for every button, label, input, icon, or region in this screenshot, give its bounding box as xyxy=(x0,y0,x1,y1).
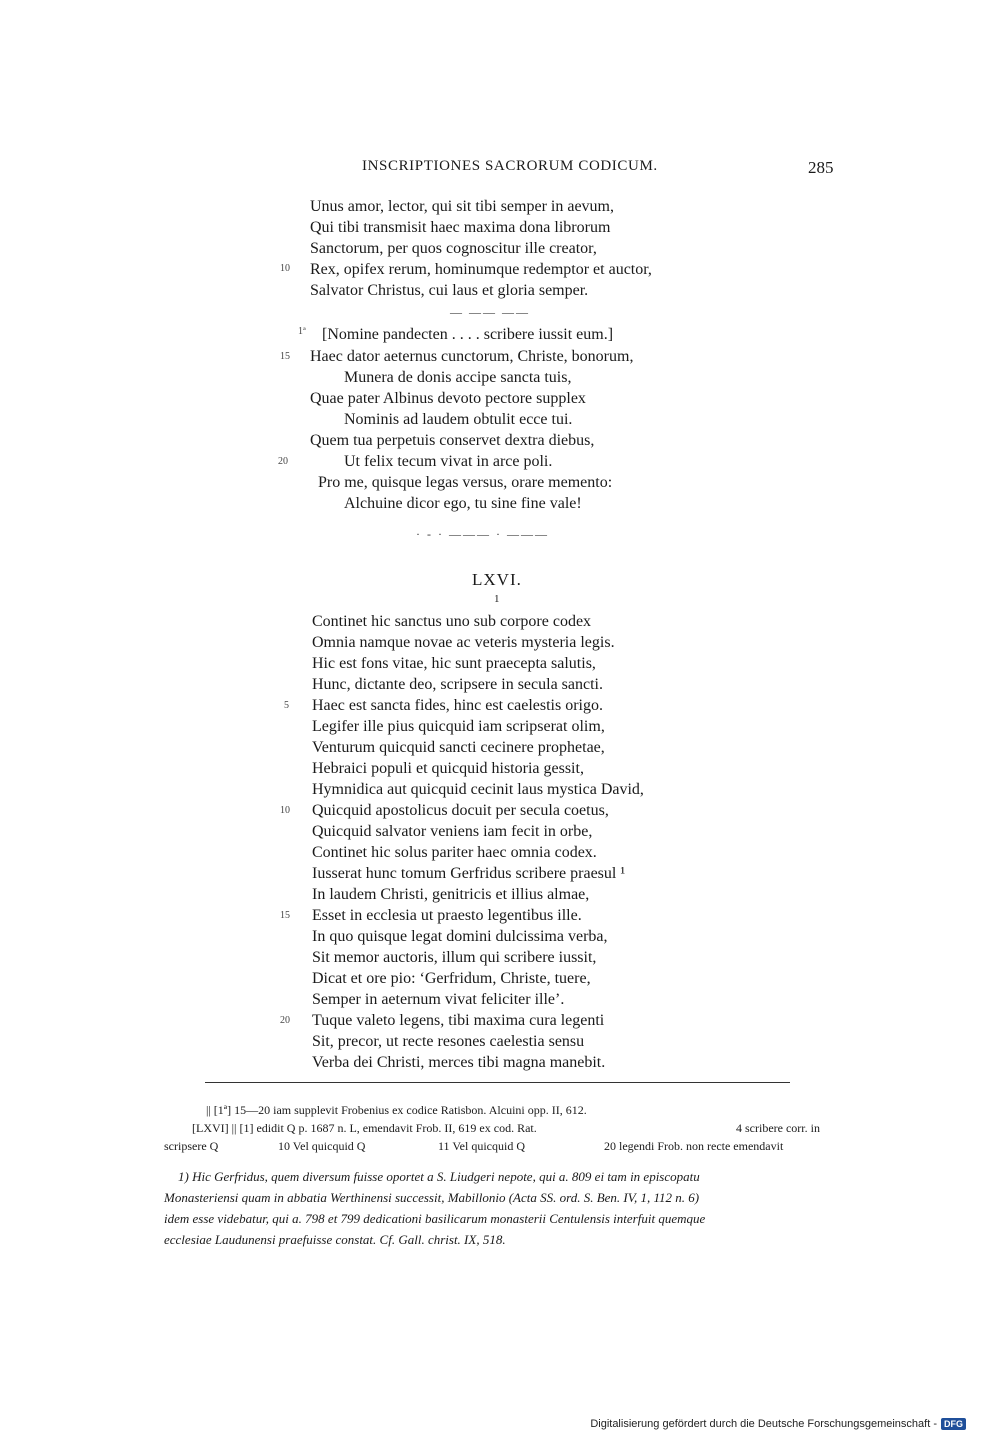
line-number: 20 xyxy=(278,456,288,467)
verse-line: Salvator Christus, cui laus et gloria semper. xyxy=(310,282,589,299)
verse-line: In laudem Christi, genitricis et illius almae, xyxy=(312,886,590,903)
page-header xyxy=(0,158,1000,182)
verse-line: Continet hic solus pariter haec omnia codex. xyxy=(312,844,597,861)
apparatus-line: 20 legendi Frob. non recte emendavit xyxy=(604,1139,784,1153)
verse-line: Verba dei Christi, merces tibi magna manebit. xyxy=(312,1054,606,1071)
section-divider: · - · ——— · ——— xyxy=(416,527,549,541)
verse-line: Legifer ille pius quicquid iam scripserat olim, xyxy=(312,718,605,735)
verse-line: In quo quisque legat domini dulcissima verba, xyxy=(312,928,608,945)
apparatus-line: scripsere Q xyxy=(164,1139,219,1153)
digitization-credit xyxy=(590,1418,966,1430)
line-number: 15 xyxy=(280,910,290,921)
verse-line: Tuque valeto legens, tibi maxima cura legenti xyxy=(312,1012,605,1029)
verse-line: Omnia namque novae ac veteris mysteria legis. xyxy=(312,634,615,651)
section-divider: — —— —— xyxy=(450,305,530,319)
running-title: INSCRIPTIONES SACRORUM CODICUM. xyxy=(362,158,658,174)
verse-line: Continet hic sanctus uno sub corpore codex xyxy=(312,613,592,630)
verse-line: Munera de donis accipe sancta tuis, xyxy=(344,369,572,386)
verse-line: Sanctorum, per quos cognoscitur ille creator, xyxy=(310,240,597,257)
verse-heading: [Nomine pandecten . . . . scribere iussit eum.] xyxy=(322,326,614,343)
verse-line: Hymnidica aut quicquid cecinit laus mystica David, xyxy=(312,781,644,798)
footnote-line: ecclesiae Laudunensi praefuisse constat. Cf. Gall. christ. IX, 518. xyxy=(164,1232,506,1247)
verse-line: Dicat et ore pio: ‘Gerfridum, Christe, tuere, xyxy=(312,970,591,987)
verse-line: Hunc, dictante deo, scripsere in secula sancti. xyxy=(312,676,603,693)
verse-line: Alchuine dicor ego, tu sine fine vale! xyxy=(344,495,582,512)
apparatus-line: || [1ª] 15—20 iam supplevit Frobenius ex codice Ratisbon. Alcuini opp. II, 612. xyxy=(206,1103,587,1117)
footnote-rule xyxy=(205,1082,790,1083)
verse-line: Hebraici populi et quicquid historia gessit, xyxy=(312,760,584,777)
verse-line: Ut felix tecum vivat in arce poli. xyxy=(344,453,553,470)
verse-line: Haec dator aeternus cunctorum, Christe, bonorum, xyxy=(310,348,634,365)
verse-line: Nominis ad laudem obtulit ecce tui. xyxy=(344,411,573,428)
line-number: 10 xyxy=(280,263,290,274)
apparatus-line: 4 scribere corr. in xyxy=(736,1121,820,1135)
credit-text: Digitalisierung gefördert durch die Deutsche Forschungsgemeinschaft - xyxy=(590,1418,937,1430)
apparatus-line: [LXVI] || [1] edidit Q p. 1687 n. L, emendavit Frob. II, 619 ex cod. Rat. xyxy=(192,1121,537,1135)
dfg-logo-icon: DFG xyxy=(941,1418,966,1430)
footnote-line: idem esse videbatur, qui a. 798 et 799 dedicationi basilicarum monasterii Centulensis interfuit quemque xyxy=(164,1211,706,1226)
line-number: 5 xyxy=(284,700,289,711)
verse-line: Pro me, quisque legas versus, orare memento: xyxy=(318,474,613,491)
section-subnumber: 1 xyxy=(494,593,500,605)
verse-line: Iusserat hunc tomum Gerfridus scribere praesul ¹ xyxy=(312,865,626,882)
verse-line: Qui tibi transmisit haec maxima dona librorum xyxy=(310,219,611,236)
verse-line: Esset in ecclesia ut praesto legentibus ille. xyxy=(312,907,582,924)
verse-line: Sit memor auctoris, illum qui scribere iussit, xyxy=(312,949,597,966)
footnote-line: Monasteriensi quam in abbatia Werthinensi successit, Mabillonio (Acta SS. ord. S. Ben. IV, 1, 112 n. 6) xyxy=(164,1190,700,1205)
verse-line: Venturum quicquid sancti cecinere prophetae, xyxy=(312,739,605,756)
verse-line: Quicquid salvator veniens iam fecit in orbe, xyxy=(312,823,593,840)
verse-line: Unus amor, lector, qui sit tibi semper in aevum, xyxy=(310,198,614,215)
verse-line: Quem tua perpetuis conservet dextra diebus, xyxy=(310,432,595,449)
verse-line: Haec est sancta fides, hinc est caelestis origo. xyxy=(312,697,603,714)
verse-line: Hic est fons vitae, hic sunt praecepta salutis, xyxy=(312,655,596,672)
poem-marker: 1ª xyxy=(298,326,306,337)
footnote-line: 1) Hic Gerfridus, quem diversum fuisse oportet a S. Liudgeri nepote, qui a. 809 ei tam in episcopatu xyxy=(178,1169,700,1184)
line-number: 20 xyxy=(280,1015,290,1026)
verse-line: Sit, precor, ut recte resones caelestia sensu xyxy=(312,1033,585,1050)
verse-line: Rex, opifex rerum, hominumque redemptor et auctor, xyxy=(310,261,652,278)
apparatus-line: 10 Vel quicquid Q xyxy=(278,1139,366,1153)
line-number: 10 xyxy=(280,805,290,816)
section-numeral: LXVI. xyxy=(472,570,522,589)
apparatus-line: 11 Vel quicquid Q xyxy=(438,1139,525,1153)
verse-line: Quicquid apostolicus docuit per secula coetus, xyxy=(312,802,609,819)
page-number: 285 xyxy=(808,158,834,177)
verse-line: Semper in aeternum vivat feliciter ille’. xyxy=(312,991,565,1008)
line-number: 15 xyxy=(280,351,290,362)
verse-line: Quae pater Albinus devoto pectore supplex xyxy=(310,390,586,407)
